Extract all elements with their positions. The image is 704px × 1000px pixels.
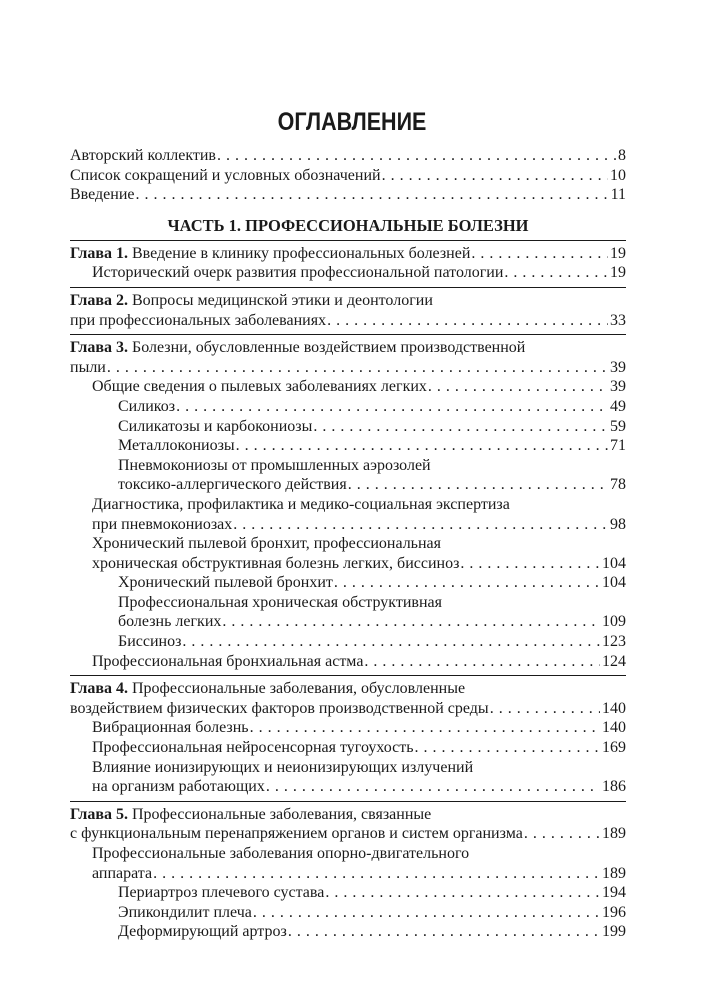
toc-entry[interactable]: [70, 417, 626, 437]
toc-page-number: 78: [610, 476, 626, 494]
toc-entry-text: Введение: [70, 186, 135, 204]
toc-page-number: 49: [610, 397, 626, 415]
leader-dots: [313, 417, 608, 437]
toc-page-number: 140: [602, 699, 626, 717]
leader-dots: [266, 777, 600, 797]
chapter-title: Профессиональные заболевания, обусловленные: [132, 680, 466, 698]
toc-entry-text: Хронический пылевой бронхит: [118, 574, 333, 592]
toc-page-number: 19: [610, 244, 626, 262]
toc-page-number: 169: [602, 739, 626, 757]
leader-dots: [236, 436, 608, 456]
leader-dots: [250, 718, 600, 738]
toc-page-number: 189: [602, 864, 626, 882]
toc-entry-text: Профессиональная нейросенсорная тугоухость: [92, 739, 414, 757]
chapter-label: Глава 5.: [70, 805, 128, 823]
chapter-2: [70, 287, 626, 330]
toc-entry[interactable]: [70, 311, 626, 331]
toc-entry-text: Эпикондилит плеча: [118, 903, 252, 921]
toc-entry-text: воздействием физических факторов производственной среды: [70, 699, 489, 717]
toc-entry[interactable]: [70, 146, 626, 166]
toc-page-number: 39: [610, 358, 626, 376]
toc-entry-text: Вибрационная болезнь: [92, 719, 249, 737]
toc-entry-text: Диагностика, профилактика и медико-социальная экспертиза: [92, 495, 510, 513]
toc-page-number: 10: [610, 166, 626, 184]
toc-page-number: 140: [602, 719, 626, 737]
toc-page-number: 39: [610, 378, 626, 396]
toc-entry[interactable]: [70, 718, 626, 738]
toc-page-number: 19: [610, 264, 626, 282]
toc-page-number: 189: [602, 825, 626, 843]
toc-entry-text: [70, 679, 626, 699]
table-of-contents: [70, 146, 626, 942]
chapter-label: Глава 4.: [70, 680, 128, 698]
leader-dots: [460, 554, 600, 574]
toc-entry[interactable]: [70, 244, 626, 264]
toc-page-number: 98: [610, 515, 626, 533]
toc-page-number: 109: [602, 613, 626, 631]
toc-entry-text: при профессиональных заболеваниях: [70, 311, 327, 329]
leader-dots: [471, 244, 608, 264]
toc-entry-text: Периартроз плечевого сустава: [118, 884, 325, 902]
toc-page-number: 186: [602, 778, 626, 796]
leader-dots: [524, 824, 600, 844]
toc-page-number: 104: [602, 554, 626, 572]
toc-entry[interactable]: [70, 185, 626, 205]
toc-entry[interactable]: [70, 632, 626, 652]
chapter-label: Глава 1.: [70, 244, 128, 262]
toc-entry[interactable]: [70, 436, 626, 456]
chapter-title: Вопросы медицинской этики и деонтологии: [132, 291, 433, 309]
toc-entry[interactable]: [70, 166, 626, 186]
toc-entry[interactable]: [70, 699, 626, 719]
chapter-3: [70, 334, 626, 671]
toc-entry[interactable]: [70, 883, 626, 903]
leader-dots: [382, 166, 608, 186]
toc-page-number: 8: [618, 147, 626, 164]
leader-dots: [327, 311, 608, 331]
chapter-label: Глава 2.: [70, 291, 128, 309]
toc-page-number: 71: [610, 437, 626, 455]
toc-entry-text: [70, 244, 470, 264]
toc-entry-text: Силикоз: [118, 397, 176, 415]
toc-page-number: 196: [602, 903, 626, 921]
chapter-4: [70, 675, 626, 797]
toc-page-number: 33: [610, 311, 626, 329]
toc-entry[interactable]: [70, 864, 626, 884]
toc-entry-text: при пневмокониозах: [92, 515, 233, 533]
chapter-label: Глава 3.: [70, 339, 128, 357]
toc-entry-text: Пневмокониозы от промышленных аэрозолей: [118, 456, 431, 474]
toc-entry-text: с функциональным перенапряжением органов и систем организма: [70, 825, 523, 843]
toc-entry-text: Деформирующий артроз: [118, 923, 287, 941]
toc-page-number: 124: [602, 652, 626, 670]
toc-entry[interactable]: [70, 377, 626, 397]
toc-entry-text: Биссиноз: [118, 633, 182, 651]
toc-entry-text: Влияние ионизирующих и неионизирующих излучений: [92, 758, 474, 776]
toc-page-number: 123: [602, 633, 626, 651]
chapter-title: Введение в клинику профессиональных болезней: [132, 244, 471, 262]
toc-entry-text: Исторический очерк развития профессиональной патологии: [92, 264, 504, 282]
leader-dots: [233, 515, 608, 535]
toc-entry[interactable]: [70, 263, 626, 283]
toc-entry[interactable]: [70, 903, 626, 923]
chapter-title: Болезни, обусловленные воздействием производственной: [132, 339, 526, 357]
toc-page-number: 199: [602, 923, 626, 941]
toc-entry-text: болезнь легких: [118, 613, 222, 631]
leader-dots: [176, 397, 608, 417]
toc-entry[interactable]: [70, 515, 626, 535]
leader-dots: [364, 652, 600, 672]
leader-dots: [107, 358, 608, 378]
leader-dots: [288, 922, 600, 942]
toc-entry-text: Список сокращений и условных обозначений: [70, 166, 381, 184]
toc-entry[interactable]: [70, 358, 626, 378]
toc-entry[interactable]: [70, 922, 626, 942]
page-title: ОГЛАВЛЕНИЕ: [277, 108, 427, 136]
toc-entry[interactable]: [70, 397, 626, 417]
leader-dots: [217, 146, 616, 166]
toc-entry-text: [70, 805, 626, 825]
toc-entry[interactable]: [70, 612, 626, 632]
chapter-5: [70, 801, 626, 942]
chapter-1: [70, 240, 626, 283]
toc-entry-text: Профессиональные заболевания опорно-двигательного: [92, 845, 470, 862]
leader-dots: [348, 475, 608, 495]
leader-dots: [136, 185, 609, 205]
toc-page-number: 194: [602, 884, 626, 902]
leader-dots: [334, 573, 600, 593]
toc-entry-text: Профессиональная хроническая обструктивная: [118, 593, 442, 611]
toc-entry[interactable]: [70, 824, 626, 844]
toc-entry-text: Силикатозы и карбокониозы: [118, 417, 313, 435]
toc-page-number: 59: [610, 417, 626, 435]
chapter-title: Профессиональные заболевания, связанные: [132, 805, 432, 823]
leader-dots: [182, 632, 600, 652]
toc-entry-text: Металлокониозы: [118, 437, 235, 455]
toc-page-number: 104: [602, 574, 626, 592]
toc-entry[interactable]: [70, 738, 626, 758]
toc-page-number: 11: [610, 186, 626, 204]
toc-entry-text: токсико-аллергического действия: [118, 476, 347, 494]
part-heading: ЧАСТЬ 1. ПРОФЕССИОНАЛЬНЫЕ БОЛЕЗНИ: [167, 215, 529, 235]
toc-entry-text: Общие сведения о пылевых заболеваниях легких: [92, 378, 427, 396]
toc-entry[interactable]: [70, 573, 626, 593]
leader-dots: [153, 864, 600, 884]
toc-entry-text: аппарата: [92, 864, 153, 882]
toc-entry-text: [70, 338, 626, 358]
leader-dots: [415, 738, 600, 758]
leader-dots: [428, 377, 608, 397]
toc-entry-text: [70, 291, 626, 311]
toc-entry[interactable]: [70, 554, 626, 574]
toc-entry-text: пыли: [70, 358, 106, 376]
toc-entry-text: на организм работающих: [92, 778, 265, 796]
toc-entry[interactable]: [70, 777, 626, 797]
toc-entry-text: хроническая обструктивная болезнь легких, биссиноз: [92, 554, 460, 572]
leader-dots: [325, 883, 600, 903]
toc-entry-text: Профессиональная бронхиальная астма: [92, 652, 364, 670]
leader-dots: [490, 699, 600, 719]
leader-dots: [253, 903, 600, 923]
leader-dots: [222, 612, 600, 632]
toc-entry[interactable]: [70, 475, 626, 495]
toc-entry-text: Авторский коллектив: [70, 147, 216, 164]
leader-dots: [504, 263, 608, 283]
toc-entry-text: Хронический пылевой бронхит, профессиональная: [92, 535, 441, 553]
toc-entry[interactable]: [70, 652, 626, 672]
